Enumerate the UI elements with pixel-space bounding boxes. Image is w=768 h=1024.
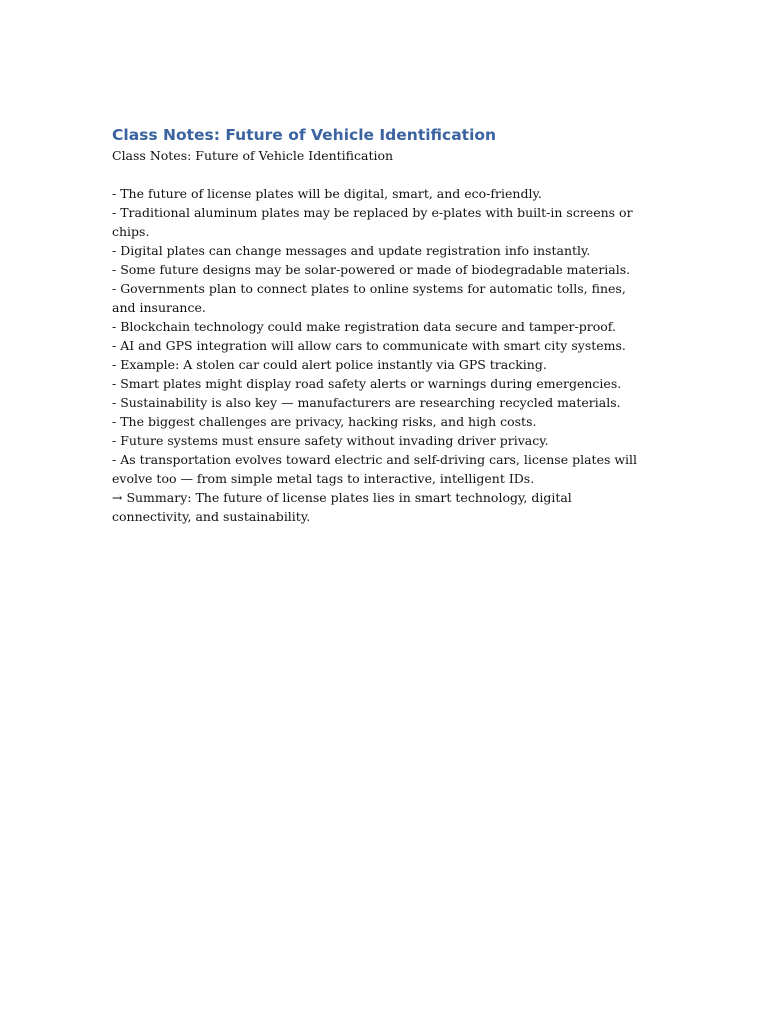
note-item: - Digital plates can change messages and update registration info instantly. bbox=[112, 243, 591, 258]
document-subtitle: Class Notes: Future of Vehicle Identification bbox=[112, 148, 394, 163]
note-item: - The biggest challenges are privacy, hacking risks, and high costs. bbox=[112, 414, 537, 429]
note-item: - As transportation evolves toward electric and self-driving cars, license plates will evolve too — from simple metal tags to interactive, intelligent IDs. bbox=[112, 452, 638, 486]
note-item: - Traditional aluminum plates may be replaced by e-plates with built-in screens or chips. bbox=[112, 205, 633, 239]
note-item: - AI and GPS integration will allow cars to communicate with smart city systems. bbox=[112, 338, 626, 353]
note-item: - Sustainability is also key — manufacturers are researching recycled materials. bbox=[112, 395, 621, 410]
note-item: - Blockchain technology could make registration data secure and tamper-proof. bbox=[112, 319, 616, 334]
note-item: - Governments plan to connect plates to online systems for automatic tolls, fines, and insurance. bbox=[112, 281, 626, 315]
document-content bbox=[112, 124, 652, 526]
document-title: Class Notes: Future of Vehicle Identification bbox=[112, 126, 497, 144]
note-item: - Example: A stolen car could alert police instantly via GPS tracking. bbox=[112, 357, 547, 372]
notes-list bbox=[112, 184, 652, 526]
note-item: - The future of license plates will be digital, smart, and eco-friendly. bbox=[112, 186, 542, 201]
blank-line bbox=[112, 165, 652, 184]
note-item: - Future systems must ensure safety without invading driver privacy. bbox=[112, 433, 549, 448]
summary-item: → Summary: The future of license plates lies in smart technology, digital connectivity, and sustainability. bbox=[112, 490, 572, 524]
note-item: - Smart plates might display road safety alerts or warnings during emergencies. bbox=[112, 376, 622, 391]
note-item: - Some future designs may be solar-powered or made of biodegradable materials. bbox=[112, 262, 631, 277]
